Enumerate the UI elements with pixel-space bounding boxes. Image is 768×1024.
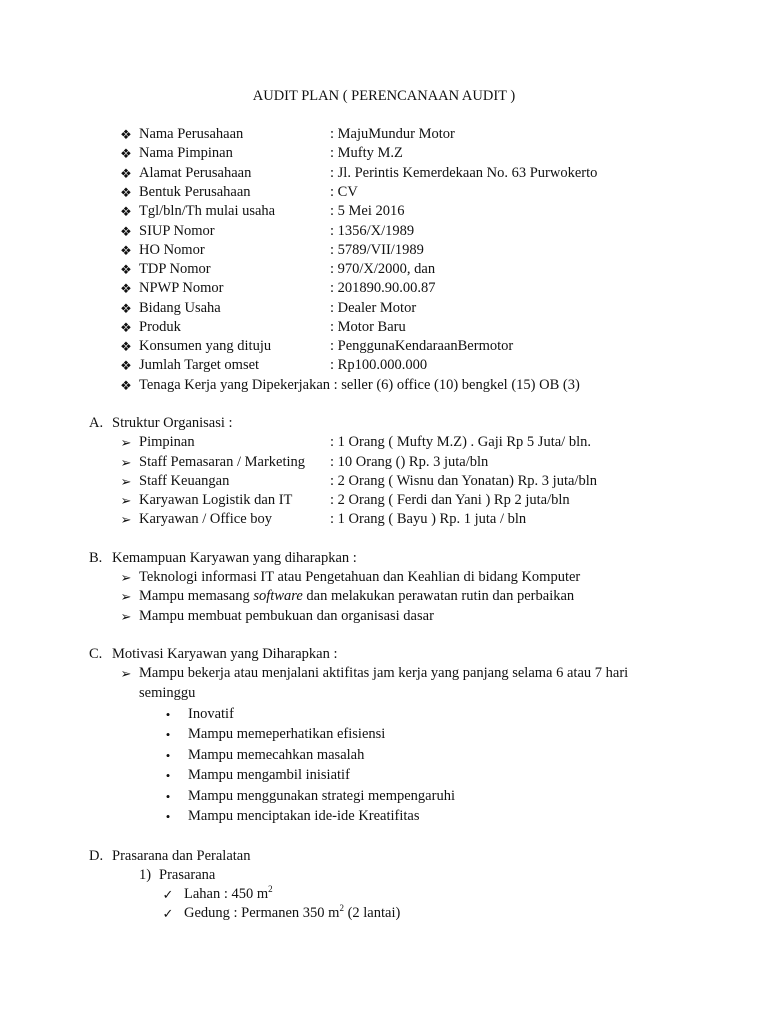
item-label: SIUP Nomor [139,223,215,239]
tenaga-kerja-text: Tenaga Kerja yang Dipekerjakan : seller (6) office (10) bengkel (15) OB (3) [139,377,580,393]
item-value: : MajuMundur Motor [330,126,455,142]
item-value: : Jl. Perintis Kemerdekaan No. 63 Purwokerto [330,165,598,181]
item-label: Karyawan / Office boy [139,511,272,527]
section-title: Kemampuan Karyawan yang diharapkan : [112,550,357,566]
item-text: seminggu [139,685,196,701]
item-text: Teknologi informasi IT atau Pengetahuan dan Keahlian di bidang Komputer [139,569,581,585]
section-letter: A. [89,415,104,431]
item-text: Inovatif [188,706,234,722]
item-text-italic: software [253,588,303,604]
arrow-bullet-icon: ➢ [120,589,132,604]
item-text [139,587,574,606]
item-value: : 2 Orang ( Ferdi dan Yani ) Rp 2 juta/bln [330,492,570,508]
item-value: : 2 Orang ( Wisnu dan Yonatan) Rp. 3 juta/bln [330,473,597,489]
section-title: Motivasi Karyawan yang Diharapkan : [112,646,338,662]
item-label: Staff Keuangan [139,473,230,489]
item-value: : 5789/VII/1989 [330,242,424,258]
item-value: : 5 Mei 2016 [330,203,405,219]
arrow-bullet-icon: ➢ [120,609,132,624]
item-value: : 10 Orang () Rp. 3 juta/bln [330,454,489,470]
arrow-bullet-icon: ➢ [120,455,132,470]
item-label: Karyawan Logistik dan IT [139,492,293,508]
item-label: Bentuk Perusahaan [139,184,251,200]
item-label: Nama Pimpinan [139,145,233,161]
item-text-pre: Mampu memasang [139,588,254,604]
item-value: : 1 Orang ( Bayu ) Rp. 1 juta / bln [330,511,527,527]
dot-bullet-icon: • [165,768,171,783]
section-title: Struktur Organisasi : [112,415,233,431]
diamond-bullet-icon: ❖ [120,301,132,316]
item-text: Mampu menciptakan ide-ide Kreatifitas [188,808,420,824]
section-letter: C. [89,646,103,662]
section-letter: B. [89,550,103,566]
document-title: AUDIT PLAN ( PERENCANAAN AUDIT ) [252,88,516,104]
checkmark-icon: ✓ [162,887,174,902]
item-value: : CV [330,184,358,200]
item-value: : 201890.90.00.87 [330,280,436,296]
arrow-bullet-icon: ➢ [120,435,132,450]
item-label: Tgl/bln/Th mulai usaha [139,203,276,219]
sub-number: 1) [139,867,152,883]
item-value: : 970/X/2000, dan [330,261,436,277]
item-value: : Rp100.000.000 [330,357,428,373]
item-label: Jumlah Target omset [139,357,260,373]
lahan-text: Lahan : 450 m [184,886,269,902]
item-text: Mampu memeperhatikan efisiensi [188,726,386,742]
item-label: Produk [139,319,181,335]
item-value: : Mufty M.Z [330,145,403,161]
item-text [184,904,400,923]
item-text: Mampu memecahkan masalah [188,747,365,763]
item-value: : Motor Baru [330,319,406,335]
diamond-bullet-icon: ❖ [120,339,132,354]
item-text: Mampu bekerja atau menjalani aktifitas jam kerja yang panjang selama 6 atau 7 hari [139,665,629,681]
diamond-bullet-icon: ❖ [120,262,132,277]
dot-bullet-icon: • [165,727,171,742]
superscript: 2 [268,884,273,895]
diamond-bullet-icon: ❖ [120,358,132,373]
arrow-bullet-icon: ➢ [120,570,132,585]
item-label: TDP Nomor [139,261,211,277]
dot-bullet-icon: • [165,707,171,722]
dot-bullet-icon: • [165,789,171,804]
section-title: Prasarana dan Peralatan [112,848,251,864]
diamond-bullet-icon: ❖ [120,185,132,200]
item-value: : 1 Orang ( Mufty M.Z) . Gaji Rp 5 Juta/ bln. [330,434,591,450]
item-label: Bidang Usaha [139,300,221,316]
item-text [184,885,273,904]
item-text: Mampu mengambil inisiatif [188,767,350,783]
superscript: 2 [339,903,344,914]
dot-bullet-icon: • [165,809,171,824]
item-text: Mampu membuat pembukuan dan organisasi dasar [139,608,434,624]
gedung-text: Gedung : Permanen 350 m [184,905,340,921]
arrow-bullet-icon: ➢ [120,474,132,489]
diamond-bullet-icon: ❖ [120,146,132,161]
diamond-bullet-icon: ❖ [120,243,132,258]
item-label: Nama Perusahaan [139,126,244,142]
arrow-bullet-icon: ➢ [120,512,132,527]
dot-bullet-icon: • [165,748,171,763]
arrow-bullet-icon: ➢ [120,666,132,681]
item-value: : Dealer Motor [330,300,417,316]
section-letter: D. [89,848,104,864]
item-text: Mampu menggunakan strategi mempengaruhi [188,788,455,804]
checkmark-icon: ✓ [162,906,174,921]
arrow-bullet-icon: ➢ [120,493,132,508]
item-label: Staff Pemasaran / Marketing [139,454,306,470]
item-label: Alamat Perusahaan [139,165,252,181]
item-label: NPWP Nomor [139,280,224,296]
diamond-bullet-icon: ❖ [120,281,132,296]
gedung-text-post: (2 lantai) [343,905,401,921]
item-label: HO Nomor [139,242,205,258]
diamond-bullet-icon: ❖ [120,127,132,142]
item-label: Konsumen yang dituju [139,338,272,354]
diamond-bullet-icon: ❖ [120,378,132,393]
item-label: Pimpinan [139,434,195,450]
diamond-bullet-icon: ❖ [120,320,132,335]
item-value: : PenggunaKendaraanBermotor [330,338,514,354]
diamond-bullet-icon: ❖ [120,204,132,219]
item-text-post: dan melakukan perawatan rutin dan perbaikan [302,588,575,604]
diamond-bullet-icon: ❖ [120,166,132,181]
sub-title: Prasarana [159,867,216,883]
diamond-bullet-icon: ❖ [120,224,132,239]
item-value: : 1356/X/1989 [330,223,415,239]
